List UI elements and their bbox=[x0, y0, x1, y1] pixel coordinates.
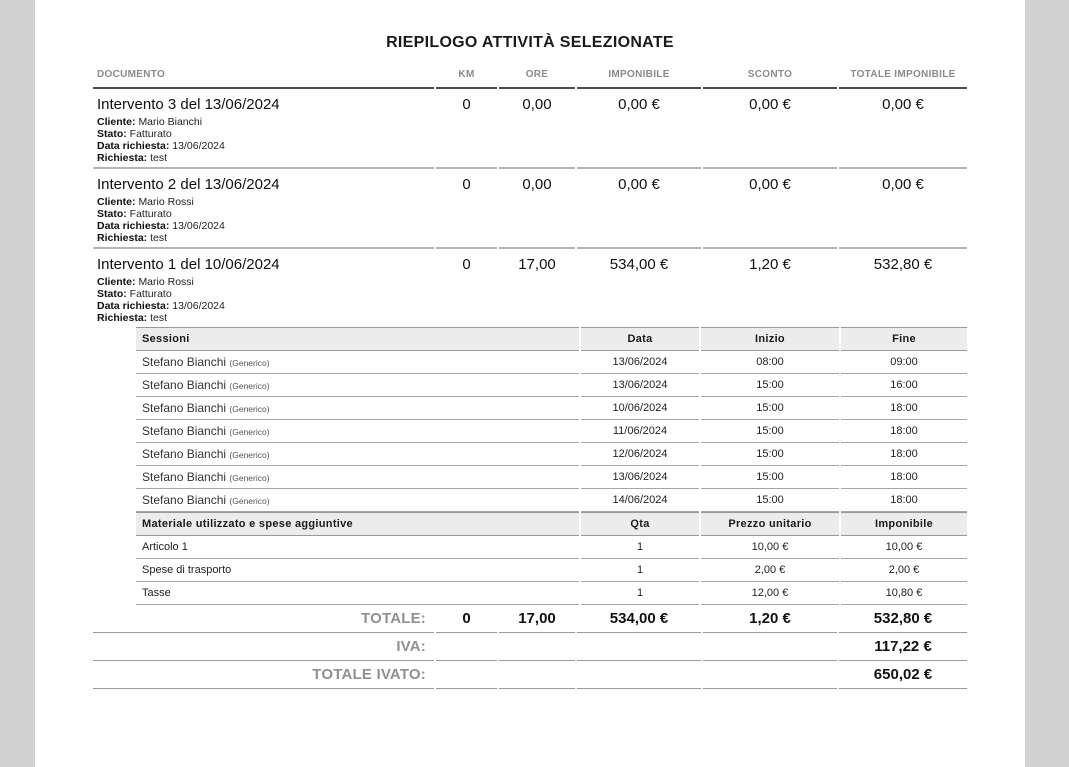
column-header-documento: DOCUMENTO bbox=[93, 52, 434, 89]
person-name: Stefano Bianchi bbox=[142, 493, 227, 507]
detail-label: Richiesta: bbox=[97, 312, 148, 324]
session-person bbox=[136, 351, 579, 374]
empty-cell bbox=[703, 661, 837, 689]
totale-imponibile: 534,00 € bbox=[577, 605, 701, 633]
session-data: 13/06/2024 bbox=[581, 466, 699, 489]
intervento-imponibile: 534,00 € bbox=[609, 256, 669, 273]
person-type: (Generico) bbox=[229, 473, 270, 483]
detail-stato bbox=[97, 128, 434, 140]
empty-cell bbox=[577, 661, 701, 689]
intervento-title: Intervento 1 del 10/06/2024 bbox=[97, 256, 280, 273]
totale-ivato-value: 650,02 € bbox=[839, 661, 967, 689]
totale-km: 0 bbox=[436, 605, 497, 633]
intervento-sconto: 0,00 € bbox=[703, 89, 837, 169]
sessions-header-row bbox=[136, 327, 967, 351]
detail-label: Cliente: bbox=[97, 116, 136, 128]
report-page bbox=[35, 0, 1025, 767]
totale-totale-imponibile: 532,80 € bbox=[839, 605, 967, 633]
session-data: 11/06/2024 bbox=[581, 420, 699, 443]
session-fine: 18:00 bbox=[841, 443, 967, 466]
intervento-row bbox=[93, 249, 967, 327]
intervento-details bbox=[97, 196, 434, 244]
material-row bbox=[136, 559, 967, 582]
session-data: 12/06/2024 bbox=[581, 443, 699, 466]
materials-header-prezzo-unitario: Prezzo unitario bbox=[701, 512, 839, 536]
totale-ivato-row bbox=[93, 661, 967, 689]
detail-richiesta bbox=[97, 232, 434, 244]
detail-value: Fatturato bbox=[129, 208, 172, 220]
detail-value: test bbox=[150, 312, 168, 324]
session-row bbox=[136, 420, 967, 443]
sessions-header-data: Data bbox=[581, 327, 699, 351]
intervento-row bbox=[93, 169, 967, 249]
intervento-title: Intervento 2 del 13/06/2024 bbox=[97, 176, 280, 193]
session-fine: 16:00 bbox=[841, 374, 967, 397]
detail-value: Mario Rossi bbox=[138, 196, 194, 208]
detail-label: Data richiesta: bbox=[97, 140, 170, 152]
detail-label: Data richiesta: bbox=[97, 300, 170, 312]
intervento-km: 0 bbox=[462, 256, 471, 273]
session-data: 13/06/2024 bbox=[581, 351, 699, 374]
material-name: Articolo 1 bbox=[136, 536, 579, 559]
iva-row bbox=[93, 633, 967, 661]
session-inizio: 15:00 bbox=[701, 397, 839, 420]
detail-cliente bbox=[97, 276, 434, 288]
detail-label: Stato: bbox=[97, 208, 127, 220]
materials-header-qta: Qta bbox=[581, 512, 699, 536]
nested-tables-row bbox=[93, 327, 967, 605]
totale-row bbox=[93, 605, 967, 633]
detail-value: 13/06/2024 bbox=[172, 220, 225, 232]
session-person bbox=[136, 374, 579, 397]
detail-value: test bbox=[150, 232, 168, 244]
session-data: 10/06/2024 bbox=[581, 397, 699, 420]
session-inizio: 15:00 bbox=[701, 466, 839, 489]
detail-stato bbox=[97, 288, 434, 300]
session-person bbox=[136, 420, 579, 443]
intervento-totale-imponibile: 532,80 € bbox=[873, 256, 933, 273]
intervento-document-cell bbox=[93, 169, 434, 249]
sessions-header-fine: Fine bbox=[841, 327, 967, 351]
intervento-km: 0 bbox=[436, 169, 497, 249]
totale-label: TOTALE: bbox=[93, 605, 434, 633]
detail-value: Fatturato bbox=[129, 288, 172, 300]
session-row bbox=[136, 466, 967, 489]
detail-label: Data richiesta: bbox=[97, 220, 170, 232]
person-name: Stefano Bianchi bbox=[142, 470, 227, 484]
intervento-imponibile: 0,00 € bbox=[577, 169, 701, 249]
material-qta: 1 bbox=[581, 582, 699, 605]
session-inizio: 15:00 bbox=[701, 489, 839, 512]
column-header-totale-imponibile: TOTALE IMPONIBILE bbox=[839, 52, 967, 89]
session-person bbox=[136, 489, 579, 512]
material-row bbox=[136, 582, 967, 605]
empty-cell bbox=[436, 661, 497, 689]
detail-label: Richiesta: bbox=[97, 152, 148, 164]
intervento-sconto: 1,20 € bbox=[749, 256, 791, 273]
session-inizio: 08:00 bbox=[701, 351, 839, 374]
person-type: (Generico) bbox=[229, 496, 270, 506]
detail-value: Mario Bianchi bbox=[138, 116, 203, 128]
detail-data-richiesta bbox=[97, 300, 434, 312]
detail-cliente bbox=[97, 196, 434, 208]
session-inizio: 15:00 bbox=[701, 443, 839, 466]
material-prezzo: 2,00 € bbox=[701, 559, 839, 582]
person-type: (Generico) bbox=[229, 358, 270, 368]
intervento-sconto: 0,00 € bbox=[703, 169, 837, 249]
totale-ore: 17,00 bbox=[499, 605, 575, 633]
material-qta: 1 bbox=[581, 536, 699, 559]
empty-cell bbox=[436, 633, 497, 661]
intervento-km: 0 bbox=[436, 89, 497, 169]
detail-richiesta bbox=[97, 312, 434, 324]
detail-label: Cliente: bbox=[97, 196, 136, 208]
materials-header-imponibile: Imponibile bbox=[841, 512, 967, 536]
totale-sconto: 1,20 € bbox=[703, 605, 837, 633]
empty-cell bbox=[703, 633, 837, 661]
detail-label: Stato: bbox=[97, 128, 127, 140]
detail-label: Stato: bbox=[97, 288, 127, 300]
summary-table bbox=[91, 52, 969, 689]
column-header-imponibile: IMPONIBILE bbox=[577, 52, 701, 89]
report-content bbox=[91, 0, 969, 689]
intervento-row bbox=[93, 89, 967, 169]
detail-value: 13/06/2024 bbox=[172, 140, 225, 152]
page-title: RIEPILOGO ATTIVITÀ SELEZIONATE bbox=[386, 34, 674, 51]
material-imponibile: 10,80 € bbox=[841, 582, 967, 605]
material-prezzo: 10,00 € bbox=[701, 536, 839, 559]
session-fine: 18:00 bbox=[841, 397, 967, 420]
person-name: Stefano Bianchi bbox=[142, 447, 227, 461]
session-data: 13/06/2024 bbox=[581, 374, 699, 397]
detail-data-richiesta bbox=[97, 220, 434, 232]
detail-label: Richiesta: bbox=[97, 232, 148, 244]
person-name: Stefano Bianchi bbox=[142, 378, 227, 392]
totale-ivato-label: TOTALE IVATO: bbox=[93, 661, 434, 689]
session-row bbox=[136, 443, 967, 466]
material-name: Tasse bbox=[136, 582, 579, 605]
column-header-km: KM bbox=[436, 52, 497, 89]
detail-value: Fatturato bbox=[129, 128, 172, 140]
session-row bbox=[136, 489, 967, 512]
detail-cliente bbox=[97, 116, 434, 128]
column-header-sconto: SCONTO bbox=[703, 52, 837, 89]
sessions-header-inizio: Inizio bbox=[701, 327, 839, 351]
material-prezzo: 12,00 € bbox=[701, 582, 839, 605]
session-data: 14/06/2024 bbox=[581, 489, 699, 512]
intervento-ore: 0,00 bbox=[499, 169, 575, 249]
empty-cell bbox=[577, 633, 701, 661]
person-type: (Generico) bbox=[229, 450, 270, 460]
detail-value: Mario Rossi bbox=[138, 276, 194, 288]
empty-cell bbox=[499, 661, 575, 689]
person-type: (Generico) bbox=[229, 381, 270, 391]
intervento-details bbox=[97, 276, 434, 324]
material-qta: 1 bbox=[581, 559, 699, 582]
session-person bbox=[136, 397, 579, 420]
detail-data-richiesta bbox=[97, 140, 434, 152]
material-row bbox=[136, 536, 967, 559]
sessions-header-label: Sessioni bbox=[136, 327, 579, 351]
iva-value: 117,22 € bbox=[839, 633, 967, 661]
person-type: (Generico) bbox=[229, 427, 270, 437]
session-fine: 18:00 bbox=[841, 466, 967, 489]
person-name: Stefano Bianchi bbox=[142, 424, 227, 438]
sessions-materials-table bbox=[134, 327, 969, 605]
session-fine: 09:00 bbox=[841, 351, 967, 374]
intervento-ore: 17,00 bbox=[518, 256, 556, 273]
detail-richiesta bbox=[97, 152, 434, 164]
session-person bbox=[136, 443, 579, 466]
session-fine: 18:00 bbox=[841, 489, 967, 512]
session-row bbox=[136, 351, 967, 374]
intervento-totale-imponibile: 0,00 € bbox=[839, 169, 967, 249]
material-name: Spese di trasporto bbox=[136, 559, 579, 582]
person-name: Stefano Bianchi bbox=[142, 355, 227, 369]
session-inizio: 15:00 bbox=[701, 420, 839, 443]
nested-tables-cell bbox=[93, 327, 967, 605]
intervento-totale-imponibile: 0,00 € bbox=[839, 89, 967, 169]
material-imponibile: 2,00 € bbox=[841, 559, 967, 582]
detail-value: 13/06/2024 bbox=[172, 300, 225, 312]
intervento-document-cell bbox=[93, 89, 434, 169]
session-row bbox=[136, 374, 967, 397]
table-header-row bbox=[93, 52, 967, 89]
detail-stato bbox=[97, 208, 434, 220]
person-type: (Generico) bbox=[229, 404, 270, 414]
material-imponibile: 10,00 € bbox=[841, 536, 967, 559]
session-person bbox=[136, 466, 579, 489]
intervento-document-cell bbox=[93, 249, 434, 327]
iva-label: IVA: bbox=[93, 633, 434, 661]
detail-value: test bbox=[150, 152, 168, 164]
detail-label: Cliente: bbox=[97, 276, 136, 288]
session-row bbox=[136, 397, 967, 420]
intervento-details bbox=[97, 116, 434, 164]
session-inizio: 15:00 bbox=[701, 374, 839, 397]
materials-header-row bbox=[136, 512, 967, 536]
session-fine: 18:00 bbox=[841, 420, 967, 443]
intervento-title: Intervento 3 del 13/06/2024 bbox=[97, 96, 280, 113]
column-header-ore: ORE bbox=[499, 52, 575, 89]
empty-cell bbox=[499, 633, 575, 661]
person-name: Stefano Bianchi bbox=[142, 401, 227, 415]
materials-header-label: Materiale utilizzato e spese aggiuntive bbox=[136, 512, 579, 536]
intervento-imponibile: 0,00 € bbox=[577, 89, 701, 169]
intervento-ore: 0,00 bbox=[499, 89, 575, 169]
